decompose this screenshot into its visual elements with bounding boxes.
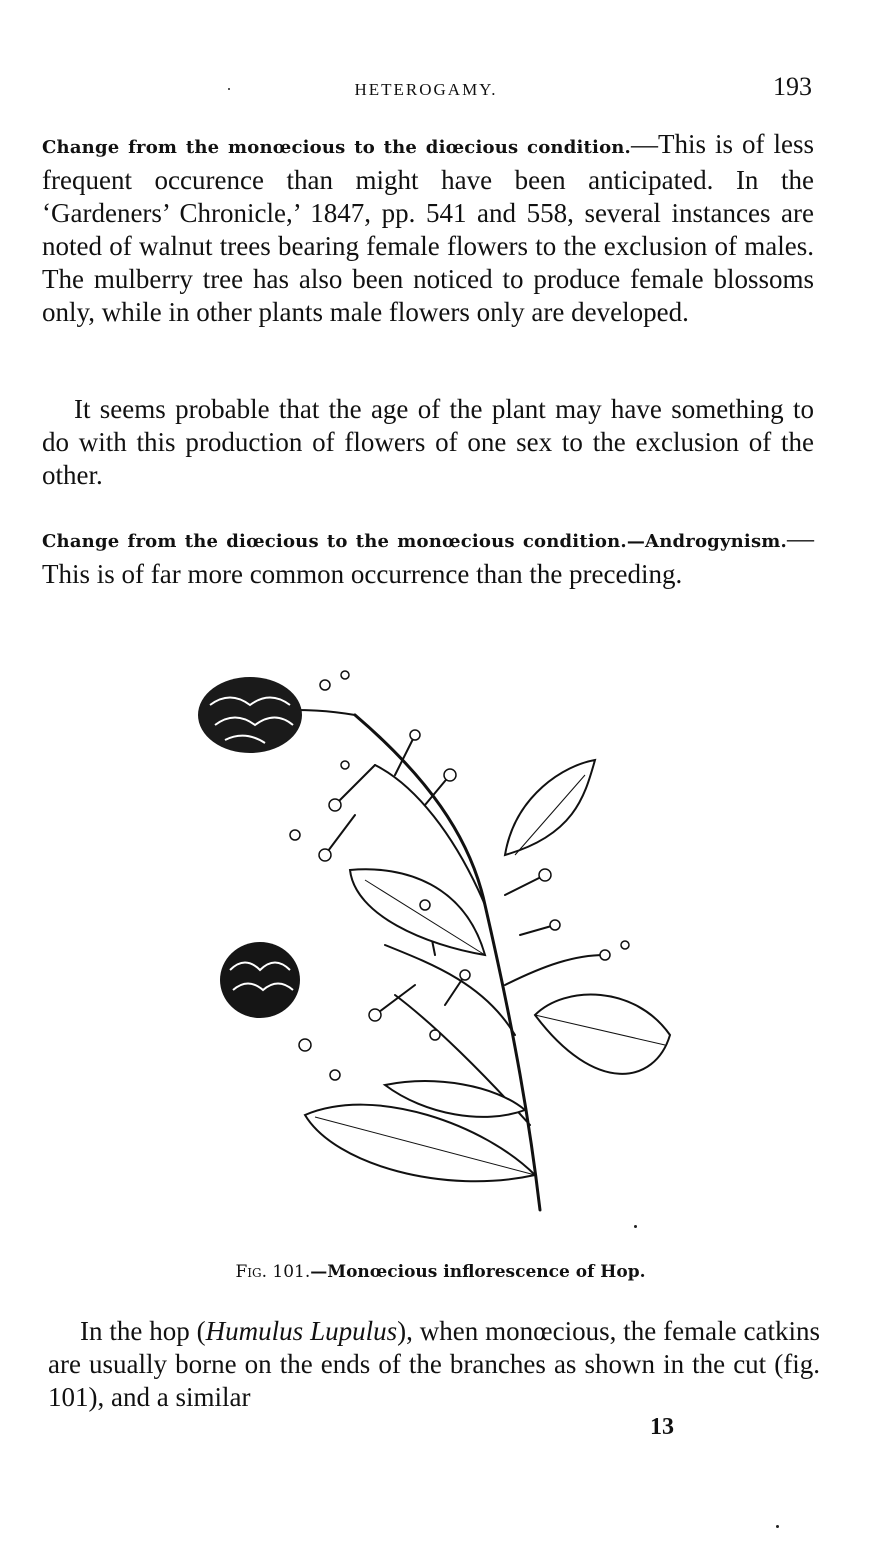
hop-cone-top <box>198 677 302 753</box>
running-head <box>40 72 812 106</box>
em-dash: — <box>787 523 814 553</box>
signature-mark: 13 <box>650 1414 674 1440</box>
paragraph-text: This is of far more common occurrence than the preceding. <box>42 559 683 589</box>
paragraph-dioecious-to-monoecious <box>42 522 814 591</box>
running-title: HETEROGAMY. <box>354 80 498 99</box>
paragraph-text: ), when monœcious, the female catkins are usually borne on the ends of the branches as shown in the cut (fig. 101), and a similar <box>48 1316 820 1412</box>
section-heading: Change from the monœcious to the diœcious condition. <box>42 137 632 158</box>
paragraph-age-of-plant: It seems probable that the age of the plant may have something to do with this production of flowers of one sex to the exclusion of the other. <box>42 394 814 490</box>
hop-cone-lower <box>220 942 300 1018</box>
speck <box>776 1525 779 1528</box>
figure-label: Fig. 101. <box>235 1262 311 1282</box>
speck <box>634 1225 637 1228</box>
figure-caption-text: —Monœcious inflorescence of Hop. <box>310 1262 646 1282</box>
hop-leaves <box>305 760 670 1181</box>
speck <box>228 88 230 90</box>
hop-illustration <box>185 655 685 1235</box>
paragraph-text: This is of less frequent occurence than might have been anticipated. In the ‘Gardeners’ Chronicle,’ 1847, pp. 541 and 558, several instances are noted of walnut trees bearing female flowers to the exclusion of males. The mulberry tree has also been noticed to produce female blossoms only, while in other plants male flowers only are developed. <box>42 129 814 327</box>
paragraph-text: In the hop ( <box>80 1316 206 1346</box>
em-dash: — <box>631 129 659 159</box>
paragraph-hop <box>48 1315 820 1414</box>
species-name: Humulus Lupulus <box>205 1316 398 1346</box>
page-number: 193 <box>773 72 812 101</box>
figure-caption <box>0 1262 881 1282</box>
paragraph-monoecious-to-dioecious <box>42 128 814 329</box>
section-heading: Change from the diœcious to the monœcious condition.—Androgynism. <box>42 531 787 552</box>
